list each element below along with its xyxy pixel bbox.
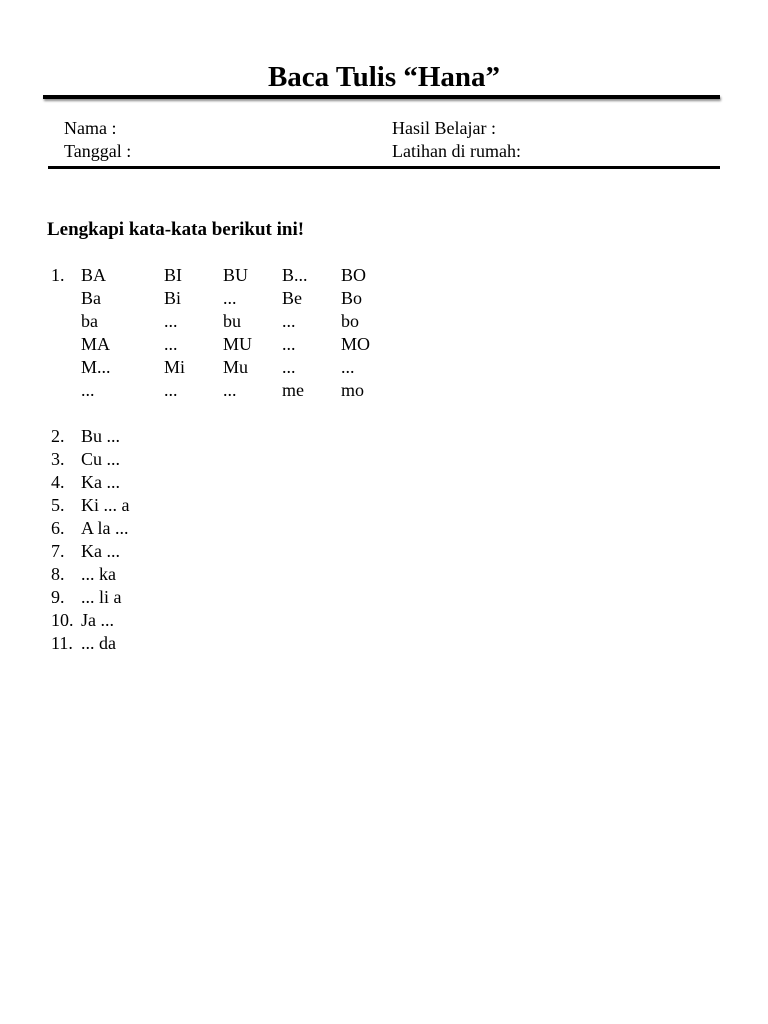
syllable-cell: BI — [164, 265, 182, 285]
syllable-cell: Mi — [164, 357, 186, 377]
list-item-text: Ki ... a — [81, 495, 130, 515]
list-item-number: 4. — [51, 472, 65, 492]
syllable-cell: bo — [341, 311, 359, 331]
list-item-text: Bu ... — [81, 426, 121, 446]
list-item-number: 10. — [51, 610, 74, 630]
syllable-cell: ... — [164, 380, 178, 400]
syllable-cell: MU — [223, 334, 253, 354]
list-item-number: 2. — [51, 426, 65, 446]
syllable-cell: BA — [81, 265, 107, 285]
title-divider — [43, 95, 720, 99]
syllable-cell: Bi — [164, 288, 182, 308]
list-item-text: ... da — [81, 633, 116, 653]
syllable-cell: me — [282, 380, 304, 400]
syllable-cell: M... — [81, 357, 111, 377]
syllable-cell: ... — [164, 311, 178, 331]
list-item-text: Ka ... — [81, 541, 120, 561]
list-item-number: 6. — [51, 518, 65, 538]
syllable-cell: ... — [282, 357, 296, 377]
syllable-cell: MO — [341, 334, 371, 354]
syllable-cell: bu — [223, 311, 241, 331]
syllable-cell: B... — [282, 265, 308, 285]
list-item-text: Ja ... — [81, 610, 114, 630]
list-item-number: 7. — [51, 541, 65, 561]
list-item-text: Cu ... — [81, 449, 121, 469]
page-title: Baca Tulis “Hana” — [267, 61, 501, 93]
syllable-cell: ... — [282, 311, 296, 331]
list-item-text: A la ... — [81, 518, 129, 538]
syllable-cell: ba — [81, 311, 98, 331]
syllable-cell: ... — [164, 334, 178, 354]
list-item-number: 8. — [51, 564, 65, 584]
list-item-text: ... li a — [81, 587, 122, 607]
syllable-cell: ... — [81, 380, 95, 400]
syllable-cell: Mu — [223, 357, 249, 377]
syllable-cell: Bo — [341, 288, 363, 308]
list-item-text: Ka ... — [81, 472, 120, 492]
syllable-cell: ... — [282, 334, 296, 354]
list-item-number: 9. — [51, 587, 65, 607]
header-divider — [48, 166, 720, 169]
syllable-cell: ... — [341, 357, 355, 377]
syllable-cell: BU — [223, 265, 249, 285]
syllable-cell: MA — [81, 334, 111, 354]
list-item-number: 11. — [51, 633, 73, 653]
instruction-heading: Lengkapi kata-kata berikut ini! — [47, 219, 305, 240]
syllable-cell: ... — [223, 380, 237, 400]
syllable-cell: ... — [223, 288, 237, 308]
homework-label: Latihan di rumah: — [392, 141, 521, 161]
list-item-number: 3. — [51, 449, 65, 469]
name-label: Nama : — [64, 118, 117, 138]
list-item-text: ... ka — [81, 564, 116, 584]
result-info — [392, 117, 521, 163]
syllable-cell: Ba — [81, 288, 101, 308]
syllable-item-number: 1. — [51, 265, 65, 285]
syllable-cell: mo — [341, 380, 365, 400]
syllable-cell: BO — [341, 265, 367, 285]
date-label: Tanggal : — [64, 141, 132, 161]
result-label: Hasil Belajar : — [392, 118, 496, 138]
syllable-cell: Be — [282, 288, 302, 308]
student-info — [64, 117, 131, 163]
list-item-number: 5. — [51, 495, 65, 515]
